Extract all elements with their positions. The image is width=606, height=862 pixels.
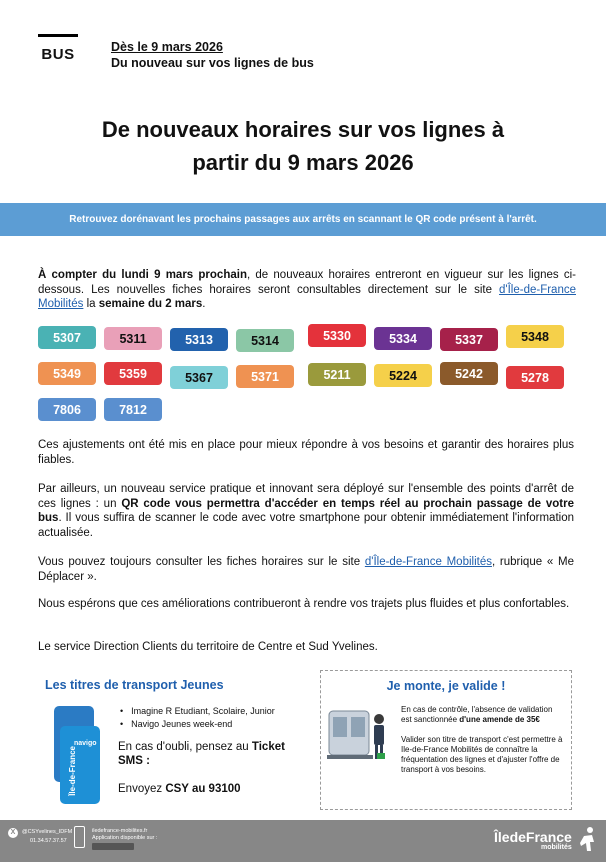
validate-panel	[320, 670, 572, 810]
validate-title: Je monte, je valide !	[386, 679, 506, 693]
send-text	[118, 782, 241, 796]
validate-bold: d'une amende de 35€	[459, 715, 540, 724]
line-badge-5349: 5349	[38, 362, 96, 385]
line-badge-7812: 7812	[104, 398, 162, 421]
forgot-normal: En cas d'oubli, pensez au	[118, 741, 252, 753]
validate-text-1: En cas de contrôle, l'absence de validation est sanctionnée	[401, 705, 553, 724]
paragraph-adjustments: Ces ajustements ont été mis en place pour mieux répondre à vos besoins et garantir des horaires plus fiables.	[38, 439, 574, 466]
card-brand: navigo	[74, 740, 97, 747]
validate-text	[401, 705, 565, 775]
qr-banner: Retrouvez dorénavant les prochains passages aux arrêts en scannant le QR code présent à l'arrêt.	[0, 203, 606, 236]
paragraph-qr-service	[38, 482, 574, 540]
intro-text-3: .	[202, 298, 206, 310]
line-badge-7806: 7806	[38, 398, 96, 421]
forgot-text	[118, 740, 304, 768]
line-badge-5371: 5371	[236, 365, 294, 388]
intro-paragraph	[38, 268, 576, 312]
header-text	[111, 39, 314, 71]
forgot-bold: Ticket SMS :	[118, 741, 285, 767]
phone-icon	[74, 826, 85, 848]
line-badge-5278: 5278	[506, 366, 564, 389]
qr-bold: QR code vous permettra d'accéder en temps réel au prochain passage de votre bus	[38, 497, 574, 524]
send-normal: Envoyez	[118, 783, 166, 795]
line-badge-5242: 5242	[440, 362, 498, 385]
page-title	[40, 113, 566, 179]
navigo-card-icon	[54, 706, 100, 806]
line-badge-5211: 5211	[308, 363, 366, 386]
bullet-item: • Navigo Jeunes week-end	[120, 718, 275, 731]
line-badge-5314: 5314	[236, 329, 294, 352]
youth-bullets	[120, 705, 275, 731]
bus-logo: BUS	[38, 34, 78, 72]
validate-text-2: Valider son titre de transport c'est permettre à Ile-de-France Mobilités de connaître la fréquentation des lignes et d'ajuster l'offre de transport à vos besoins.	[401, 735, 563, 774]
social-handle: @CSYvelines_IDFM	[22, 829, 73, 835]
effective-date: Dès le 9 mars 2026	[111, 40, 223, 54]
line-badge-5359: 5359	[104, 362, 162, 385]
intro-bold-week: semaine du 2 mars	[98, 298, 203, 310]
intro-text-1: , de nouveaux horaires entreront en vigueur sur les lignes ci-dessous. Les nouvelles fiches horaires seront consultables directement sur le site	[38, 269, 576, 296]
line-badge-5224: 5224	[374, 364, 432, 387]
bullet-item: • Imagine R Etudiant, Scolaire, Junior	[120, 705, 275, 718]
line-badge-5313: 5313	[170, 328, 228, 351]
idfm-link[interactable]: d'Île-de-France Mobilités	[38, 283, 576, 310]
bus-validator-icon	[327, 705, 397, 765]
title-line-2: partir du 9 mars 2026	[192, 150, 414, 175]
intro-text-2: la	[83, 298, 99, 310]
x-social-icon[interactable]: X	[8, 828, 18, 838]
intro-bold-date: À compter du lundi 9 mars prochain	[38, 269, 247, 281]
title-line-1: De nouveaux horaires sur vos lignes à	[101, 117, 505, 142]
phone-number: 01.34.57.37.57	[30, 838, 67, 844]
line-badge-5307: 5307	[38, 326, 96, 349]
line-badge-5330: 5330	[308, 324, 366, 347]
idfm-figure-icon	[578, 826, 598, 852]
idfm-logo: ÎledeFrance	[494, 829, 572, 845]
consult-text-2: , rubrique « Me Déplacer ».	[38, 556, 574, 583]
youth-tickets-panel	[38, 672, 308, 812]
consult-text-1: Vous pouvez toujours consulter les fiches horaires sur le site	[38, 556, 365, 568]
idfm-link-2[interactable]: d'Île-de-France Mobilités	[364, 556, 492, 568]
qr-text-1: Par ailleurs, un nouveau service pratique et innovant sera déployé sur l'ensemble des points d'arrêt de ces lignes : un	[38, 483, 574, 510]
send-bold: CSY au 93100	[165, 783, 241, 795]
idfm-logo-sub: mobilités	[541, 844, 572, 851]
app-text: Application disponible sur :	[92, 835, 158, 841]
paragraph-consult	[38, 555, 574, 584]
qr-text-2: . Il vous suffira de scanner le code avec votre smartphone pour obtenir immédiatement l'information actualisée.	[38, 512, 574, 539]
line-badge-5337: 5337	[440, 328, 498, 351]
paragraph-hope: Nous espérons que ces améliorations contribueront à rendre vos trajets plus fluides et plus confortables.	[38, 598, 570, 610]
store-badges-icon[interactable]	[92, 843, 134, 850]
header-subtitle: Du nouveau sur vos lignes de bus	[111, 56, 314, 70]
line-badge-5367: 5367	[170, 366, 228, 389]
paragraph-signature: Le service Direction Clients du territoire de Centre et Sud Yvelines.	[38, 641, 378, 653]
line-badge-5334: 5334	[374, 327, 432, 350]
site-url[interactable]: iledefrance-mobilites.fr	[92, 828, 148, 834]
card-front	[60, 726, 100, 804]
youth-title: Les titres de transport Jeunes	[45, 678, 224, 692]
line-badge-5348: 5348	[506, 325, 564, 348]
line-badge-5311: 5311	[104, 327, 162, 350]
card-label: Île-de-France	[68, 746, 77, 796]
